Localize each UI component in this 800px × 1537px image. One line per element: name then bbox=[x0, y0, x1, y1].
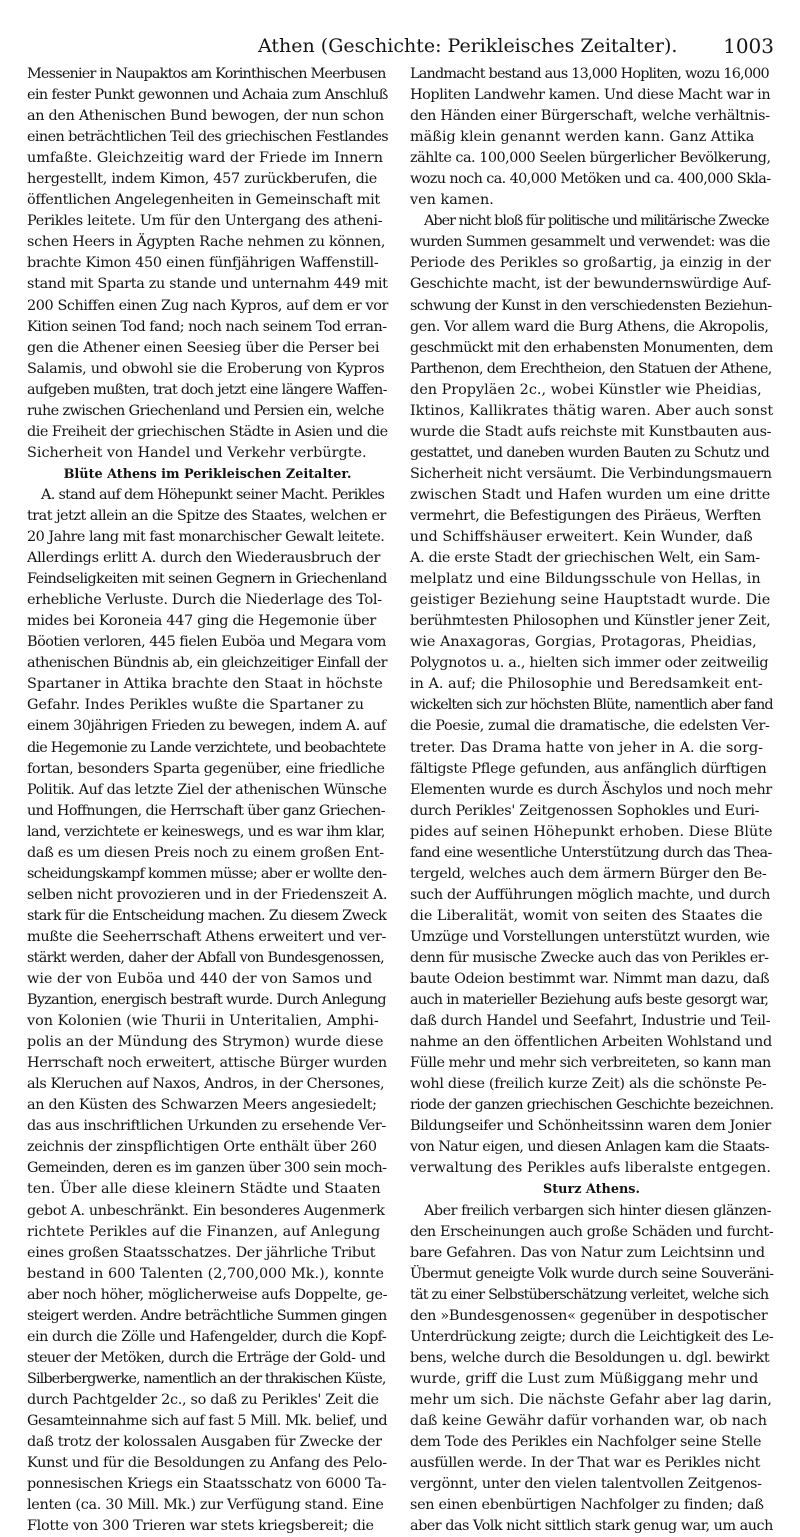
text-line: Silberbergwerke, namentlich an der thrakischen Küste, bbox=[27, 1370, 386, 1387]
text-line: vermehrt, die Befestigungen des Piräeus, Werften bbox=[410, 507, 761, 524]
text-line: riode der ganzen griechischen Geschichte bezeichnen. bbox=[410, 1097, 774, 1114]
text-line: bare Gefahren. Das von Natur zum Leichtsinn und bbox=[410, 1244, 765, 1261]
text-line: erhebliche Verluste. Durch die Niederlage des Tol- bbox=[27, 592, 382, 609]
text-line: das aus inschriftlichen Urkunden zu ersehende Ver- bbox=[27, 1118, 386, 1135]
text-line: Politik. Auf das letzte Ziel der athenischen Wünsche bbox=[27, 781, 387, 798]
text-line: Übermut geneigte Volk wurde durch seine Souveräni- bbox=[410, 1265, 774, 1282]
text-line: Sicherheit von Handel und Verkehr verbürgte. bbox=[27, 444, 367, 461]
text-line: Elementen wurde es durch Äschylos und noch mehr bbox=[410, 781, 772, 798]
text-line: fortan, besonders Sparta gegenüber, eine friedliche bbox=[27, 760, 385, 777]
text-line: 20 Jahre lang mit fast monarchischer Gewalt leitete. bbox=[27, 529, 385, 546]
text-line: in A. auf; die Philosophie und Beredsamkeit ent- bbox=[410, 676, 763, 693]
text-line: gen die Athener einen Seesieg über die Perser bei bbox=[27, 339, 380, 356]
text-line: aufgeben mußten, trat doch jetzt eine längere Waffen- bbox=[27, 381, 387, 398]
text-line: zählte ca. 100,000 Seelen bürgerlicher Bevölkerung, bbox=[410, 150, 771, 167]
text-line: Byzantion, energisch bestraft wurde. Durch Anlegung bbox=[27, 992, 386, 1009]
text-line: ausfüllen werde. In der That war es Perikles nicht bbox=[410, 1455, 761, 1472]
text-line: schwung der Kunst in den verschiedensten Beziehun- bbox=[410, 297, 772, 314]
text-line: ruhe zwischen Griechenland und Persien ein, welche bbox=[27, 402, 384, 419]
text-line: gestattet, und daneben wurden Bauten zu Schutz und bbox=[410, 444, 770, 461]
text-line: von Natur eigen, und diesen Anlagen kam die Staats- bbox=[410, 1139, 770, 1156]
text-line: Gemeinden, deren es im ganzen über 300 sein moch- bbox=[27, 1160, 387, 1177]
text-line: gen. Vor allem ward die Burg Athens, die Akropolis, bbox=[410, 318, 769, 335]
text-line: Flotte von 300 Trieren war stets kriegsbereit; die bbox=[27, 1518, 374, 1535]
text-line: an den Athenischen Bund bewogen, der nun schon bbox=[27, 108, 384, 125]
text-line: daß keine Gewähr dafür vorhanden war, ob nach bbox=[410, 1413, 767, 1429]
text-line: geschmückt mit den erhabensten Monumenten, dem bbox=[410, 339, 773, 356]
text-line: Gefahr. Indes Perikles wußte die Spartaner zu bbox=[27, 697, 365, 714]
text-line: Perikles leitete. Um für den Untergang des atheni- bbox=[27, 213, 383, 230]
text-line: fältigste Pflege gefunden, aus anfänglich dürftigen bbox=[410, 760, 767, 777]
text-line: wohl diese (freilich kurze Zeit) als die schönste Pe- bbox=[410, 1076, 767, 1093]
text-line: selben nicht provozieren und in der Friedenszeit A. bbox=[27, 886, 388, 903]
text-line: Fülle mehr und mehr sich verbreiteten, so kann man bbox=[410, 1055, 771, 1072]
text-line: steigert werden. Andre beträchtliche Summen gingen bbox=[27, 1307, 387, 1324]
text-line: zeichnis der zinspflichtigen Orte enthält über 260 bbox=[27, 1139, 377, 1156]
text-line: richtete Perikles auf die Finanzen, auf Anlegung bbox=[27, 1223, 381, 1240]
text-line: wickelten sich zur höchsten Blüte, namentlich aber fand bbox=[410, 697, 773, 714]
text-line: nahme an den öffentlichen Arbeiten Wohlstand und bbox=[410, 1034, 772, 1051]
text-line: stand mit Sparta zu stande und unternahm 449 mit bbox=[27, 276, 388, 293]
text-line: Iktinos, Kallikrates thätig waren. Aber auch sonst bbox=[410, 402, 774, 419]
text-line: A. stand auf dem Höhepunkt seiner Macht. Perikles bbox=[41, 486, 385, 503]
text-line: gebot A. unbeschränkt. Ein besonderes Augenmerk bbox=[27, 1202, 385, 1219]
text-line: Messenier in Naupaktos am Korinthischen Meerbusen bbox=[27, 66, 386, 82]
text-line: umfaßte. Gleichzeitig ward der Friede im Innern bbox=[27, 150, 384, 167]
text-line: Umzüge und Vorstellungen unterstützt wurden, wie bbox=[410, 928, 770, 945]
text-line: dem Tode des Perikles ein Nachfolger seine Stelle bbox=[410, 1434, 762, 1451]
running-title: Athen (Geschichte: Perikleisches Zeitalter). bbox=[258, 35, 678, 57]
text-line: daß es um diesen Preis noch zu einem großen Ent- bbox=[27, 844, 384, 861]
text-line: einem 30jährigen Frieden zu bewegen, indem A. auf bbox=[27, 718, 386, 735]
text-line: Salamis, und obwohl sie die Eroberung von Kypros bbox=[27, 360, 385, 377]
text-line: A. die erste Stadt der griechischen Welt, ein Sam- bbox=[410, 550, 760, 567]
text-line: die Poesie, zumal die dramatische, die edelsten Ver- bbox=[410, 718, 770, 735]
text-line: tät zu einer Selbstüberschätzung verleitet, welche sich bbox=[410, 1286, 769, 1303]
text-line: öffentlichen Angelegenheiten in Gemeinschaft mit bbox=[27, 192, 380, 209]
text-line: melplatz und eine Bildungsschule von Hellas, in bbox=[410, 571, 761, 588]
text-line: aber noch höher, möglicherweise aufs Doppelte, ge- bbox=[27, 1286, 388, 1303]
text-line: ven kamen. bbox=[410, 192, 494, 209]
text-line: wurde, griff die Lust zum Müßiggang mehr und bbox=[410, 1370, 759, 1387]
text-line: Allerdings erlitt A. durch den Wiederausbruch der bbox=[27, 550, 381, 567]
text-line: fand eine wesentliche Unterstützung durch das Thea- bbox=[410, 844, 772, 861]
text-line: eines großen Staatsschatzes. Der jährliche Tribut bbox=[27, 1244, 376, 1261]
text-line: den Händen einer Bürgerschaft, welche verhältnis- bbox=[410, 108, 770, 125]
text-line: denn für musische Zwecke auch das von Perikles er- bbox=[410, 949, 769, 966]
text-line: durch Perikles' Zeitgenossen Sophokles und Euri- bbox=[410, 802, 760, 819]
text-line: bestand in 600 Talenten (2,700,000 Mk.), konnte bbox=[27, 1265, 385, 1282]
text-line: Kition seinen Tod fand; noch nach seinem Tod erran- bbox=[27, 318, 387, 335]
section-heading: Blüte Athens im Perikleischen Zeitalter. bbox=[63, 466, 352, 482]
text-line: mäßig klein genannt werden kann. Ganz Attika bbox=[410, 129, 755, 146]
text-line: Polygnotos u. a., hielten sich immer oder zeitweilig bbox=[410, 655, 769, 672]
text-line: wozu noch ca. 40,000 Metöken und ca. 400,000 Skla- bbox=[410, 171, 771, 188]
text-line: auch in materieller Beziehung aufs beste gesorgt war, bbox=[410, 992, 769, 1009]
text-line: land, verzichtete er keineswegs, und es war ihm klar, bbox=[27, 823, 385, 840]
text-line: Feindseligkeiten mit seinen Gegnern in Griechenland bbox=[27, 571, 387, 588]
text-line: polis an der Mündung des Strymon) wurde diese bbox=[27, 1034, 384, 1051]
text-line: stärkt werden, daher der Abfall von Bundesgenossen, bbox=[27, 949, 385, 966]
running-header bbox=[28, 34, 774, 62]
text-line: daß durch Handel und Seefahrt, Industrie und Teil- bbox=[410, 1013, 771, 1030]
text-line: schen Heers in Ägypten Rache nehmen zu können, bbox=[27, 234, 386, 251]
text-line: einen beträchtlichen Teil des griechischen Festlandes bbox=[27, 129, 389, 146]
text-line: Hopliten Landwehr kamen. Und diese Macht war in bbox=[410, 87, 771, 104]
text-line: wie Anaxagoras, Gorgias, Protagoras, Pheidias, bbox=[410, 634, 757, 651]
text-line: den Propyläen 2c., wobei Künstler wie Pheidias, bbox=[410, 381, 762, 398]
text-line: mides bei Koroneia 447 ging die Hegemonie über bbox=[27, 613, 376, 630]
text-line: den Erscheinungen auch große Schäden und furcht- bbox=[410, 1223, 774, 1240]
left-column bbox=[27, 64, 389, 1535]
page-number: 1003 bbox=[723, 34, 774, 58]
right-column bbox=[410, 64, 774, 1535]
text-line: die Freiheit der griechischen Städte in Asien und die bbox=[27, 423, 388, 440]
text-line: Bildungseifer und Schönheitssinn waren dem Jonier bbox=[410, 1118, 771, 1135]
text-line: wie der von Euböa und 440 der von Samos und bbox=[27, 971, 373, 988]
text-line: tergeld, welches auch dem ärmern Bürger den Be- bbox=[410, 865, 767, 882]
text-line: durch Pachtgelder 2c., so daß zu Perikles' Zeit die bbox=[27, 1391, 379, 1408]
text-line: daß trotz der kolossalen Ausgaben für Zwecke der bbox=[27, 1434, 382, 1451]
text-line: trat jetzt allein an die Spitze des Staates, welchen er bbox=[27, 507, 386, 524]
text-line: zwischen Stadt und Hafen wurden um eine dritte bbox=[410, 486, 771, 503]
text-line: Kunst und für die Besoldungen zu Anfang des Pelo- bbox=[27, 1455, 387, 1472]
text-line: wurden Summen gesammelt und verwendet: was die bbox=[410, 234, 770, 251]
text-line: Herrschaft noch erweitert, attische Bürger wurden bbox=[27, 1055, 387, 1072]
text-line: stark für die Entscheidung machen. Zu diesem Zweck bbox=[27, 907, 387, 924]
text-line: sen einen ebenbürtigen Nachfolger zu finden; daß bbox=[410, 1497, 764, 1514]
text-line: von Kolonien (wie Thurii in Unteritalien, Amphi- bbox=[27, 1013, 379, 1030]
text-line: vergönnt, unter den vielen talentvollen Zeitgenos- bbox=[410, 1476, 762, 1493]
text-line: Gesamteinnahme sich auf fast 5 Mill. Mk. belief, und bbox=[27, 1413, 388, 1429]
text-line: Geschichte macht, ist der bewundernswürdige Auf- bbox=[410, 276, 771, 293]
text-line: ten. Über alle diese kleinern Städte und Staaten bbox=[27, 1181, 381, 1198]
text-line: steuer der Metöken, durch die Erträge der Gold- und bbox=[27, 1349, 386, 1366]
text-line: ein durch die Zölle und Hafengelder, durch die Kopf- bbox=[27, 1328, 387, 1345]
text-line: ponnesischen Kriegs ein Staatsschatz von 6000 Ta- bbox=[27, 1476, 387, 1493]
text-line: die Liberalität, womit von seiten des Staates die bbox=[410, 907, 763, 924]
section-heading: Sturz Athens. bbox=[543, 1182, 640, 1198]
text-line: Parthenon, dem Erechtheion, den Statuen der Athene, bbox=[410, 360, 772, 377]
text-line: Aber nicht bloß für politische und militärische Zwecke bbox=[424, 213, 769, 230]
text-line: Aber freilich verbargen sich hinter diesen glänzen- bbox=[424, 1202, 772, 1219]
text-line: mehr um sich. Die nächste Gefahr aber lag darin, bbox=[410, 1391, 772, 1408]
text-line: mußte die Seeherrschaft Athens erweitert und ver- bbox=[27, 928, 387, 945]
text-line: wurde die Stadt aufs reichste mit Kunstbauten aus- bbox=[410, 423, 772, 440]
text-line: 200 Schiffen einen Zug nach Kypros, auf dem er vor bbox=[27, 297, 388, 314]
text-line: den »Bundesgenossen« gegenüber in despotischer bbox=[410, 1307, 768, 1324]
text-line: athenischen Bündnis ab, ein gleichzeitiger Einfall der bbox=[27, 655, 387, 672]
text-line: an den Küsten des Schwarzen Meers angesiedelt; bbox=[27, 1097, 377, 1114]
text-line: bens, welche durch die Besoldungen u. dgl. bewirkt bbox=[410, 1349, 770, 1366]
text-line: hergestellt, indem Kimon, 457 zurückberufen, die bbox=[27, 171, 377, 188]
text-line: aber das Volk nicht sittlich stark genug war, um auch bbox=[410, 1518, 773, 1535]
text-line: Spartaner in Attika brachte den Staat in höchste bbox=[27, 676, 383, 693]
text-line: und Schiffshäuser erweitert. Kein Wunder, daß bbox=[410, 529, 753, 546]
text-line: pides auf seinen Höhepunkt erhoben. Diese Blüte bbox=[410, 823, 773, 840]
text-line: Sicherheit nicht versäumt. Die Verbindungsmauern bbox=[410, 465, 772, 482]
text-line: Periode des Perikles so großartig, ja einzig in der bbox=[410, 255, 771, 272]
text-line: die Hegemonie zu Lande verzichtete, und beobachtete bbox=[27, 739, 386, 756]
text-line: geistiger Beziehung seine Hauptstadt wurde. Die bbox=[410, 592, 771, 609]
text-line: brachte Kimon 450 einen fünfjährigen Waffenstill- bbox=[27, 255, 379, 272]
text-line: Landmacht bestand aus 13,000 Hopliten, wozu 16,000 bbox=[410, 66, 769, 82]
text-line: als Kleruchen auf Naxos, Andros, in der Chersones, bbox=[27, 1076, 385, 1093]
text-line: treter. Das Drama hatte von jeher in A. die sorg- bbox=[410, 739, 764, 756]
text-line: ein fester Punkt gewonnen und Achaia zum Anschluß bbox=[27, 87, 388, 104]
text-line: lenten (ca. 30 Mill. Mk.) zur Verfügung stand. Eine bbox=[27, 1497, 384, 1514]
text-line: Unterdrückung zeigte; durch die Leichtigkeit des Le- bbox=[410, 1328, 774, 1345]
text-line: baute Odeion bestimmt war. Nimmt man dazu, daß bbox=[410, 971, 770, 988]
text-line: scheidungskampf kommen müsse; aber er wollte den- bbox=[27, 865, 387, 882]
text-line: such der Aufführungen möglich machte, und durch bbox=[410, 886, 771, 903]
text-line: berühmtesten Philosophen und Künstler jener Zeit, bbox=[410, 613, 771, 630]
text-line: verwaltung des Perikles aufs liberalste entgegen. bbox=[410, 1160, 771, 1177]
text-line: und Hoffnungen, die Herrschaft über ganz Griechen- bbox=[27, 802, 385, 819]
text-line: Böotien verloren, 445 fielen Euböa und Megara vom bbox=[27, 634, 386, 651]
